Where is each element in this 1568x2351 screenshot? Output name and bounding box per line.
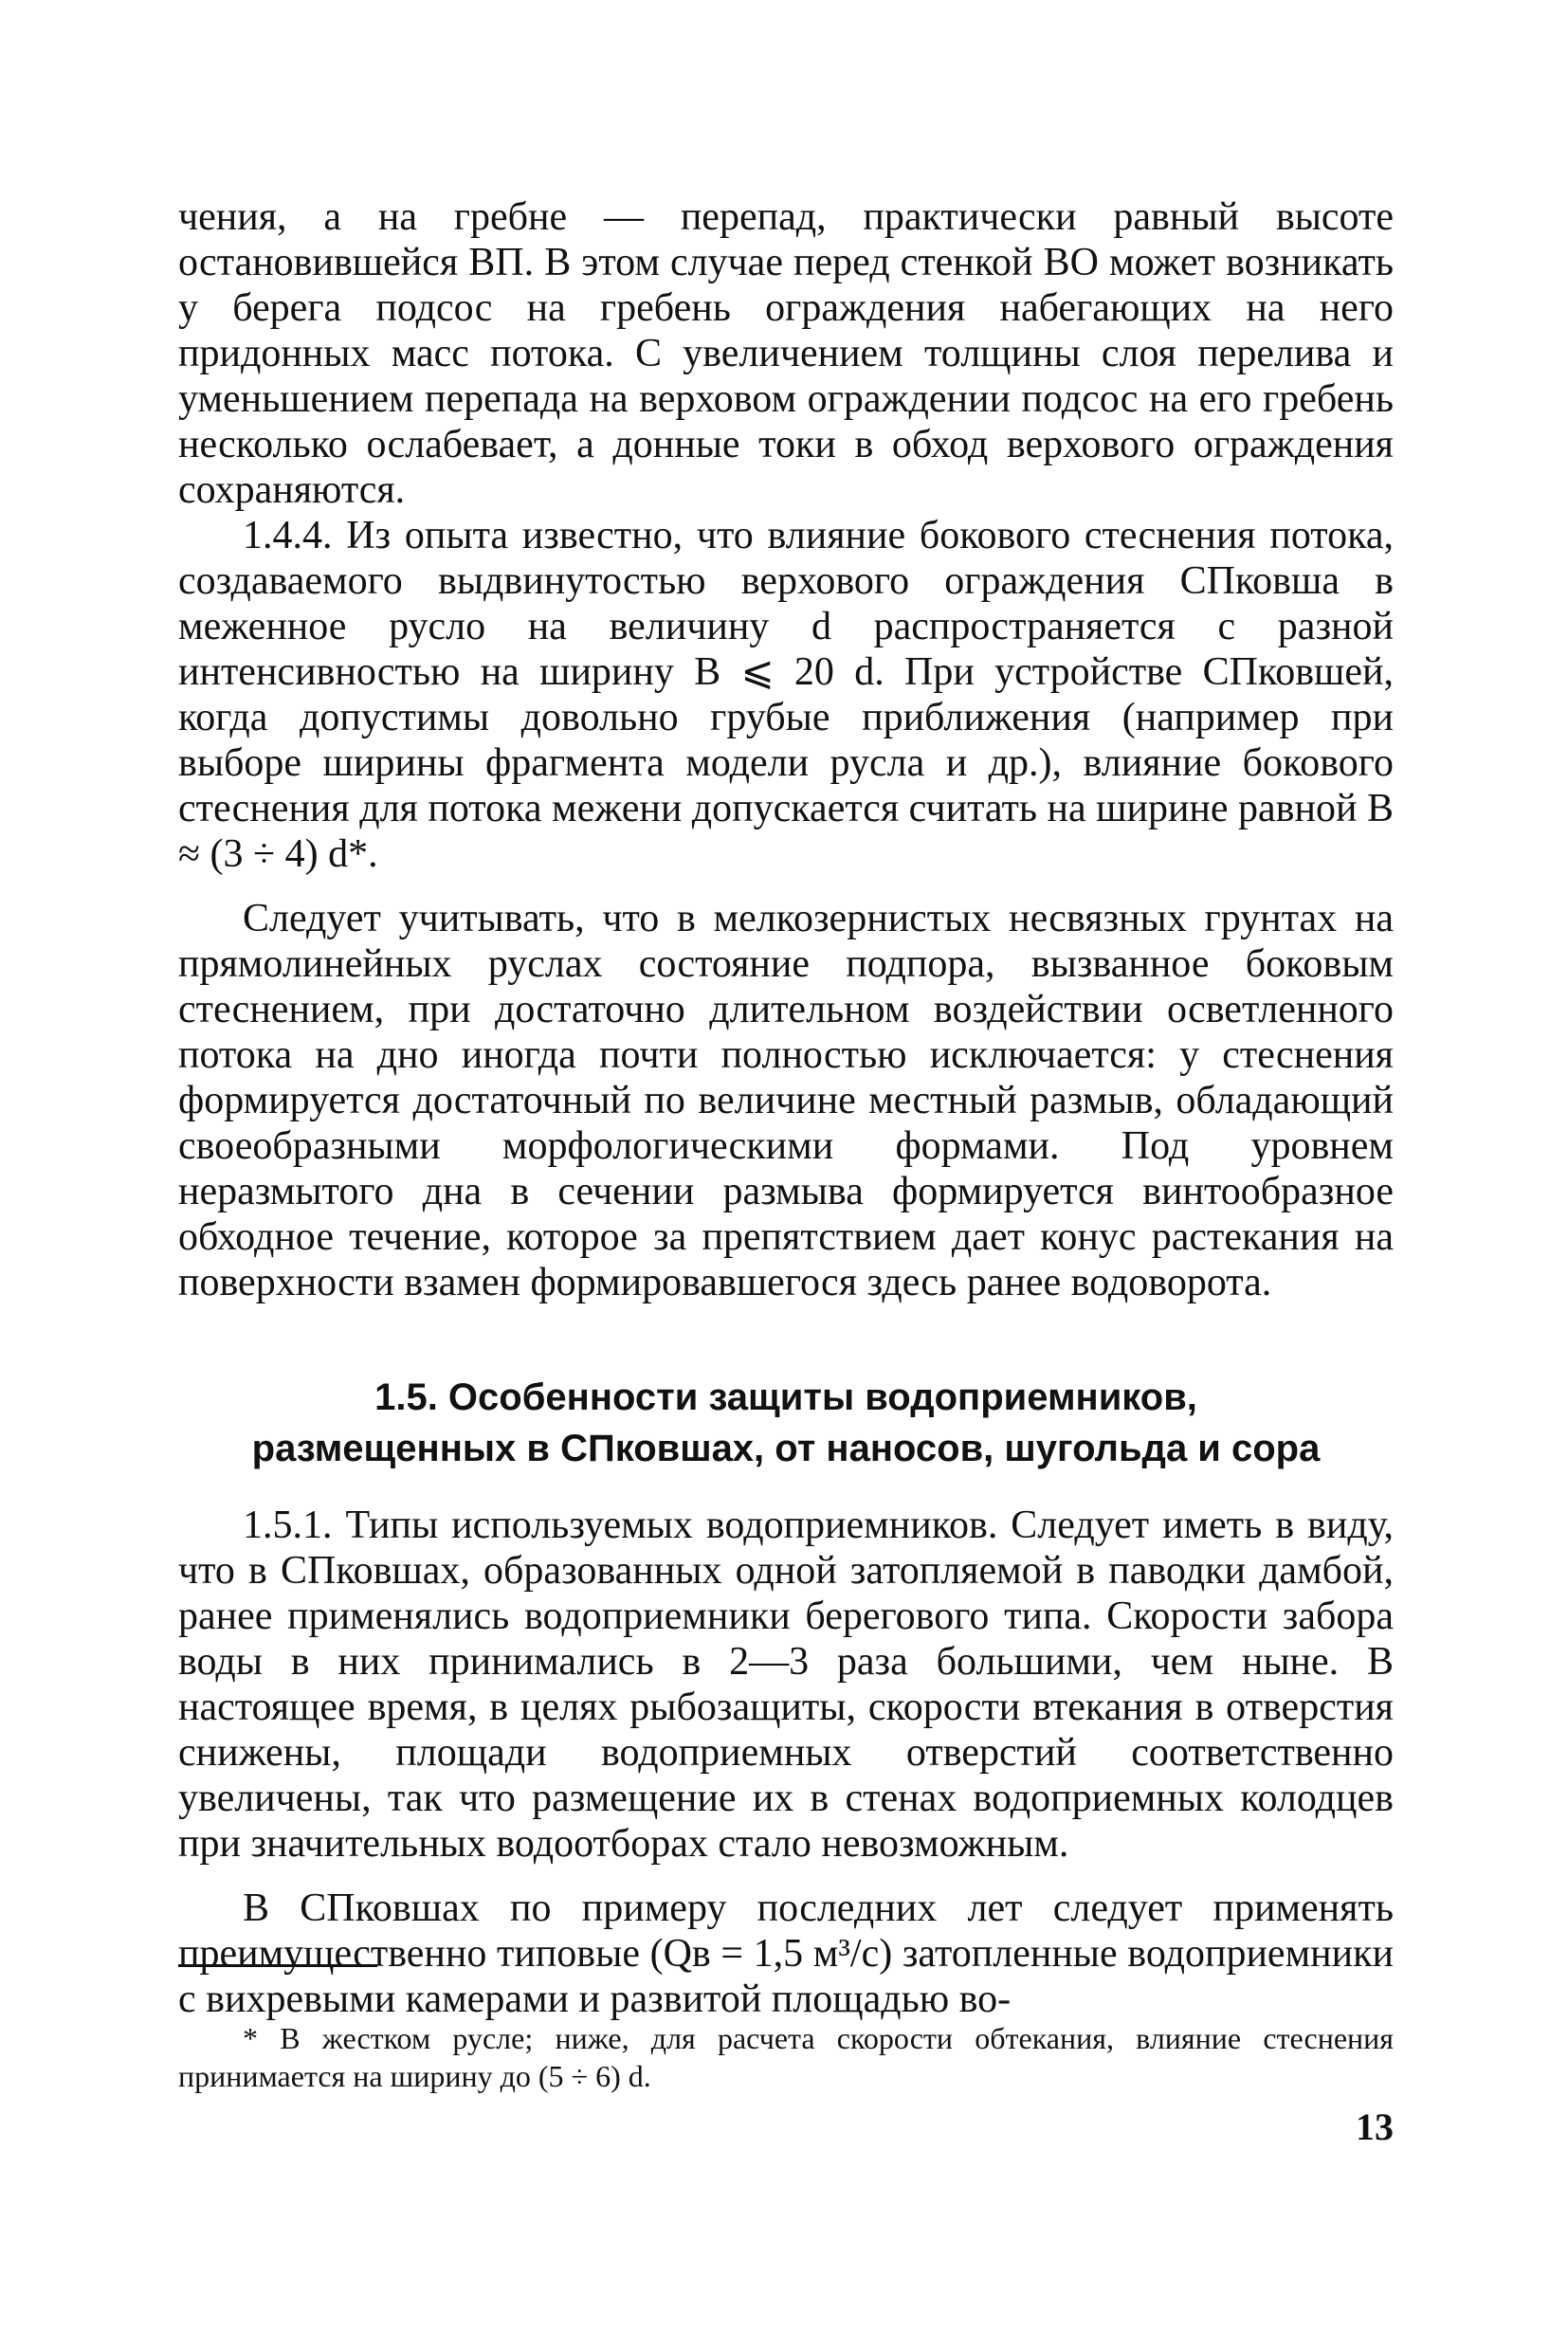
- footnote-divider: [178, 1964, 377, 1967]
- section-heading-line-1: 1.5. Особенности защиты водоприемников,: [374, 1376, 1197, 1418]
- paragraph-1-4-4: 1.4.4. Из опыта известно, что влияние бокового стеснения потока, создаваемого выдвинутостью верхового ограждения СПковша в меженное русло на величину d распространяется с разной интенсивностью на ширину B ⩽ 20 d. При устройстве СПковшей, когда допустимы довольно грубые приближения (например при выборе ширины фрагмента модели русла и др.), влияние бокового стеснения для потока межени допускается считать на ширине равной B ≈ (3 ÷ 4) d*.: [178, 514, 1394, 876]
- page-number: 13: [1356, 2105, 1394, 2148]
- section-heading: [178, 1372, 1394, 1474]
- paragraph-local-scour: Следует учитывать, что в мелкозернистых несвязных грунтах на прямолинейных руслах состояние подпора, вызванное боковым стеснением, при достаточно длительном воздействии осветленного потока на дно иногда почти полностью исключается: у стеснения формируется достаточный по величине местный размыв, обладающий своеобразными морфологическими формами. Под уровнем неразмытого дна в сечении размыва формируется винтообразное обходное течение, которое за препятствием дает конус растекания на поверхности взамен формировавшегося здесь ранее водоворота.: [178, 897, 1394, 1304]
- paragraph-continuation: чения, а на гребне — перепад, практически равный высоте остановившейся ВП. В этом случае перед стенкой ВО может возникать у берега подсос на гребень ограждения набегающих на него придонных масс потока. С увеличением толщины слоя перелива и уменьшением перепада на верховом ограждении подсос на его гребень несколько ослабевает, а донные токи в обход верхового ограждения сохраняются.: [178, 195, 1394, 512]
- paragraph-intake-types: В СПковшах по примеру последних лет следует применять преимущественно типовые (Qв = 1,5 м³/с) затопленные водоприемники с вихревыми камерами и развитой площадью во-: [178, 1886, 1394, 2021]
- paragraph-1-5-1: 1.5.1. Типы используемых водоприемников. Следует иметь в виду, что в СПковшах, образованных одной затопляемой в паводки дамбой, ранее применялись водоприемники берегового типа. Скорости забора воды в них принимались в 2—3 раза большими, чем ныне. В настоящее время, в целях рыбозащиты, скорости втекания в отверстия снижены, площади водоприемных отверстий соответственно увеличены, так что размещение их в стенах водоприемных колодцев при значительных водоотборах стало невозможным.: [178, 1504, 1394, 1866]
- body-text: [178, 194, 1394, 2022]
- footnote: * В жестком русле; ниже, для расчета скорости обтекания, влияние стеснения принимается на ширину до (5 ÷ 6) d.: [178, 2021, 1394, 2093]
- section-heading-line-2: размещенных в СПковшах, от наносов, шугольда и сора: [251, 1428, 1321, 1469]
